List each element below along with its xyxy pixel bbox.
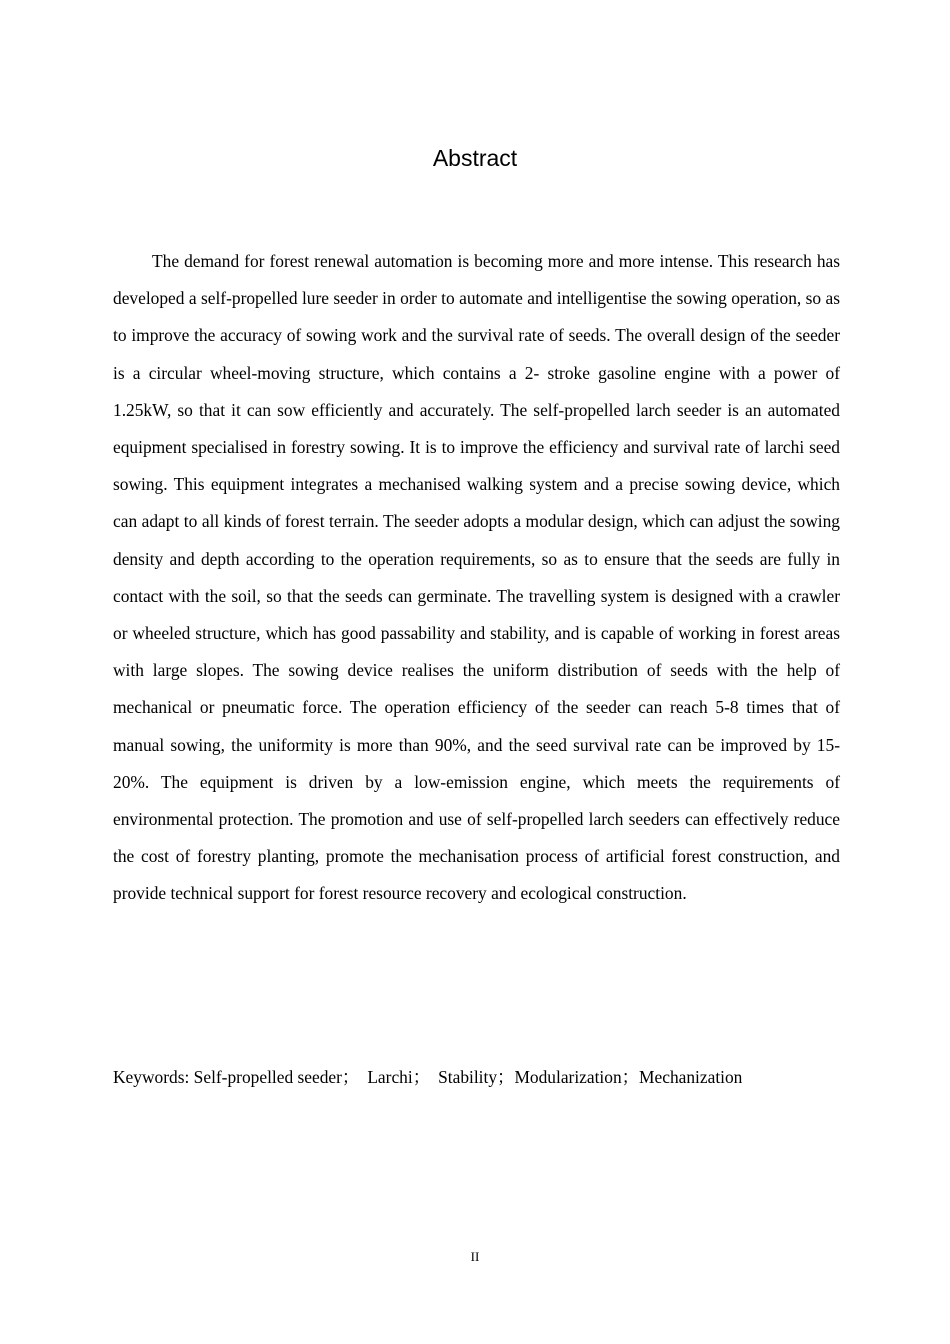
abstract-body: The demand for forest renewal automation is becoming more and more intense. This research has developed a self-propelled lure seeder in order to automate and intelligentise the sowing operation, so as to improve the accuracy of sowing work and the survival rate of seeds. The overall design of the seeder is a circular wheel-moving structure, which contains a 2- stroke gasoline engine with a power of 1.25kW, so that it can sow efficiently and accurately. The self-propelled larch seeder is an automated equipment specialised in forestry sowing. It is to improve the efficiency and survival rate of larchi seed sowing. This equipment integrates a mechanised walking system and a precise sowing device, which can adapt to all kinds of forest terrain. The seeder adopts a modular design, which can adjust the sowing density and depth according to the operation requirements, so as to ensure that the seeds are fully in contact with the soil, so that the seeds can germinate. The travelling system is designed with a crawler or wheeled structure, which has good passability and stability, and is capable of working in forest areas with large slopes. The sowing device realises the uniform distribution of seeds with the help of mechanical or pneumatic force. The operation efficiency of the seeder can reach 5-8 times that of manual sowing, the uniformity is more than 90%, and the seed survival rate can be improved by 15-20%. The equipment is driven by a low-emission engine, which meets the requirements of environmental protection. The promotion and use of self-propelled larch seeders can effectively reduce the cost of forestry planting, promote the mechanisation process of artificial forest construction, and provide technical support for forest resource recovery and ecological construction. [113, 251, 840, 904]
keyword-item: Stability； [438, 1067, 515, 1087]
keyword-item: Self-propelled seeder； [193, 1067, 360, 1087]
abstract-title: Abstract [432, 145, 518, 171]
keywords-line [113, 1062, 853, 1092]
keyword-item: Larchi； [367, 1067, 431, 1087]
keywords-label: Keywords: [113, 1067, 194, 1087]
page-number: II [470, 1249, 480, 1264]
keyword-item: Mechanization [639, 1067, 743, 1087]
keyword-item: Modularization； [514, 1067, 640, 1087]
